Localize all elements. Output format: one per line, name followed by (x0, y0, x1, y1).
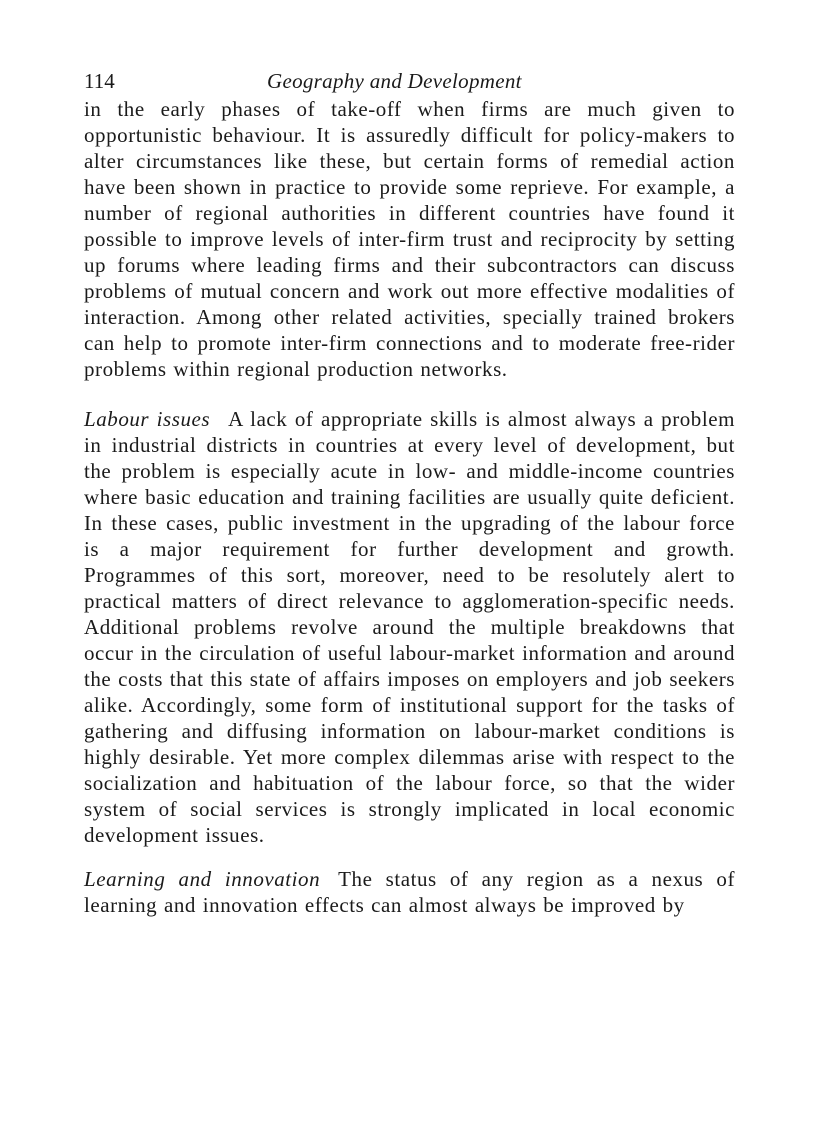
page-number: 114 (84, 69, 115, 93)
paragraph-learning-innovation (84, 866, 735, 918)
paragraph-continuation (84, 96, 735, 382)
section-heading-labour-issues: Labour issues (84, 407, 211, 431)
book-page (84, 66, 735, 918)
running-head (84, 66, 735, 96)
paragraph-text: in the early phases of take-off when firms are much given to opportunistic behaviour. It is assuredly difficult for policy-makers to alter circumstances like these, but certain forms of remedial action have been shown in practice to provide some reprieve. For example, a number of regional authorities in different countries have found it possible to improve levels of inter-firm trust and reciprocity by setting up forums where leading firms and their subcontractors can discuss problems of mutual concern and work out more effective modalities of interaction. Among other related activities, specially trained brokers can help to promote inter-firm connections and to moderate free-rider problems within regional production networks. (84, 97, 735, 381)
paragraph-text: A lack of appropriate skills is almost always a problem in industrial districts in countries at every level of development, but the problem is especially acute in low- and middle-income countries where basic education and training facilities are usually quite deficient. In these cases, public investment in the upgrading of the labour force is a major requirement for further development and growth. Programmes of this sort, moreover, need to be resolutely alert to practical matters of direct relevance to agglomeration-specific needs. Additional problems revolve around the multiple breakdowns that occur in the circulation of useful labour-market information and around the costs that this state of affairs imposes on employers and job seekers alike. Accordingly, some form of institutional support for the tasks of gathering and diffusing information on labour-market conditions is highly desirable. Yet more complex dilemmas arise with respect to the socialization and habituation of the labour force, so that the wider system of social services is strongly implicated in local economic development issues. (84, 407, 735, 847)
running-title: Geography and Development (267, 69, 522, 93)
paragraph-labour-issues (84, 406, 735, 848)
paragraph-text: The status of any region as a nexus of learning and innovation effects can almost always be improved by (84, 867, 735, 917)
section-heading-learning-innovation: Learning and innovation (84, 867, 321, 891)
